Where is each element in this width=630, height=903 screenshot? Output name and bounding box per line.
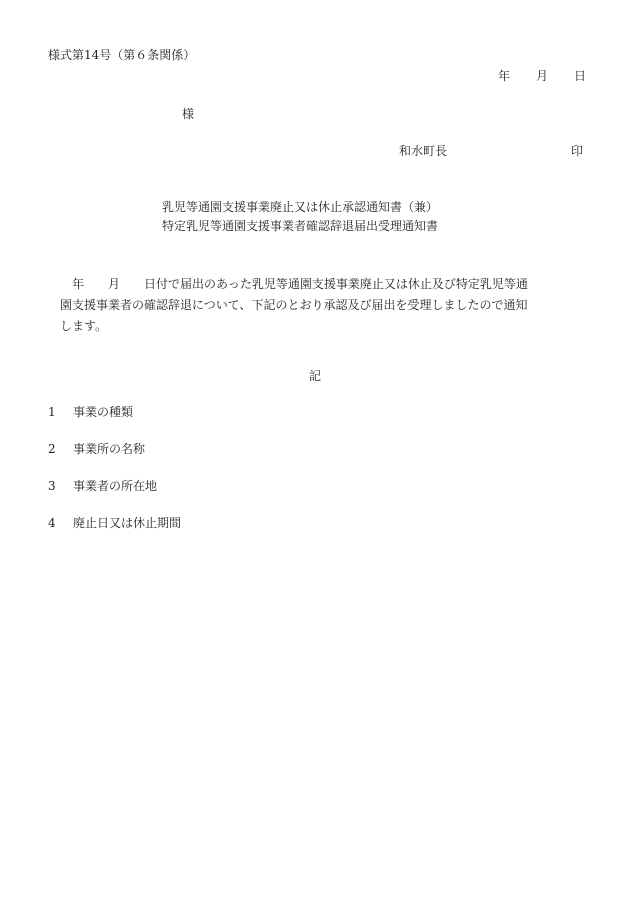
body-paragraph: [60, 274, 590, 337]
date-day: 日: [574, 69, 587, 83]
body-line-3: します。: [60, 319, 108, 333]
list-item: [48, 517, 181, 529]
item-number: 2: [48, 442, 56, 456]
form-number: 様式第14号（第６条関係）: [48, 48, 196, 62]
item-number: 4: [48, 516, 56, 530]
date-year: 年: [498, 69, 511, 83]
list-item: [48, 406, 133, 418]
document-title-line-1: 乳児等通園支援事業廃止又は休止承認通知書（兼）: [162, 200, 439, 214]
issuer-name: 和水町長: [399, 144, 448, 158]
document-title-line-2: 特定乳児等通園支援事業者確認辞退届出受理通知書: [162, 219, 439, 233]
recipient-suffix: 様: [182, 107, 195, 121]
list-item: [48, 443, 145, 455]
item-number: 1: [48, 405, 56, 419]
body-line-2: 園支援事業者の確認辞退について、下記のとおり承認及び届出を受理しましたので通知: [60, 298, 528, 312]
ki-heading: 記: [309, 369, 322, 383]
item-label: 事業所の名称: [73, 442, 146, 456]
body-line-1: 年 月 日付で届出のあった乳児等通園支援事業廃止又は休止及び特定乳児等通: [72, 277, 528, 291]
date-month: 月: [536, 69, 549, 83]
list-item: [48, 480, 157, 492]
date-line: [498, 70, 586, 82]
item-label: 廃止日又は休止期間: [73, 516, 182, 530]
item-label: 事業の種類: [73, 405, 134, 419]
item-number: 3: [48, 479, 56, 493]
seal-mark: 印: [571, 144, 584, 158]
item-label: 事業者の所在地: [73, 479, 158, 493]
